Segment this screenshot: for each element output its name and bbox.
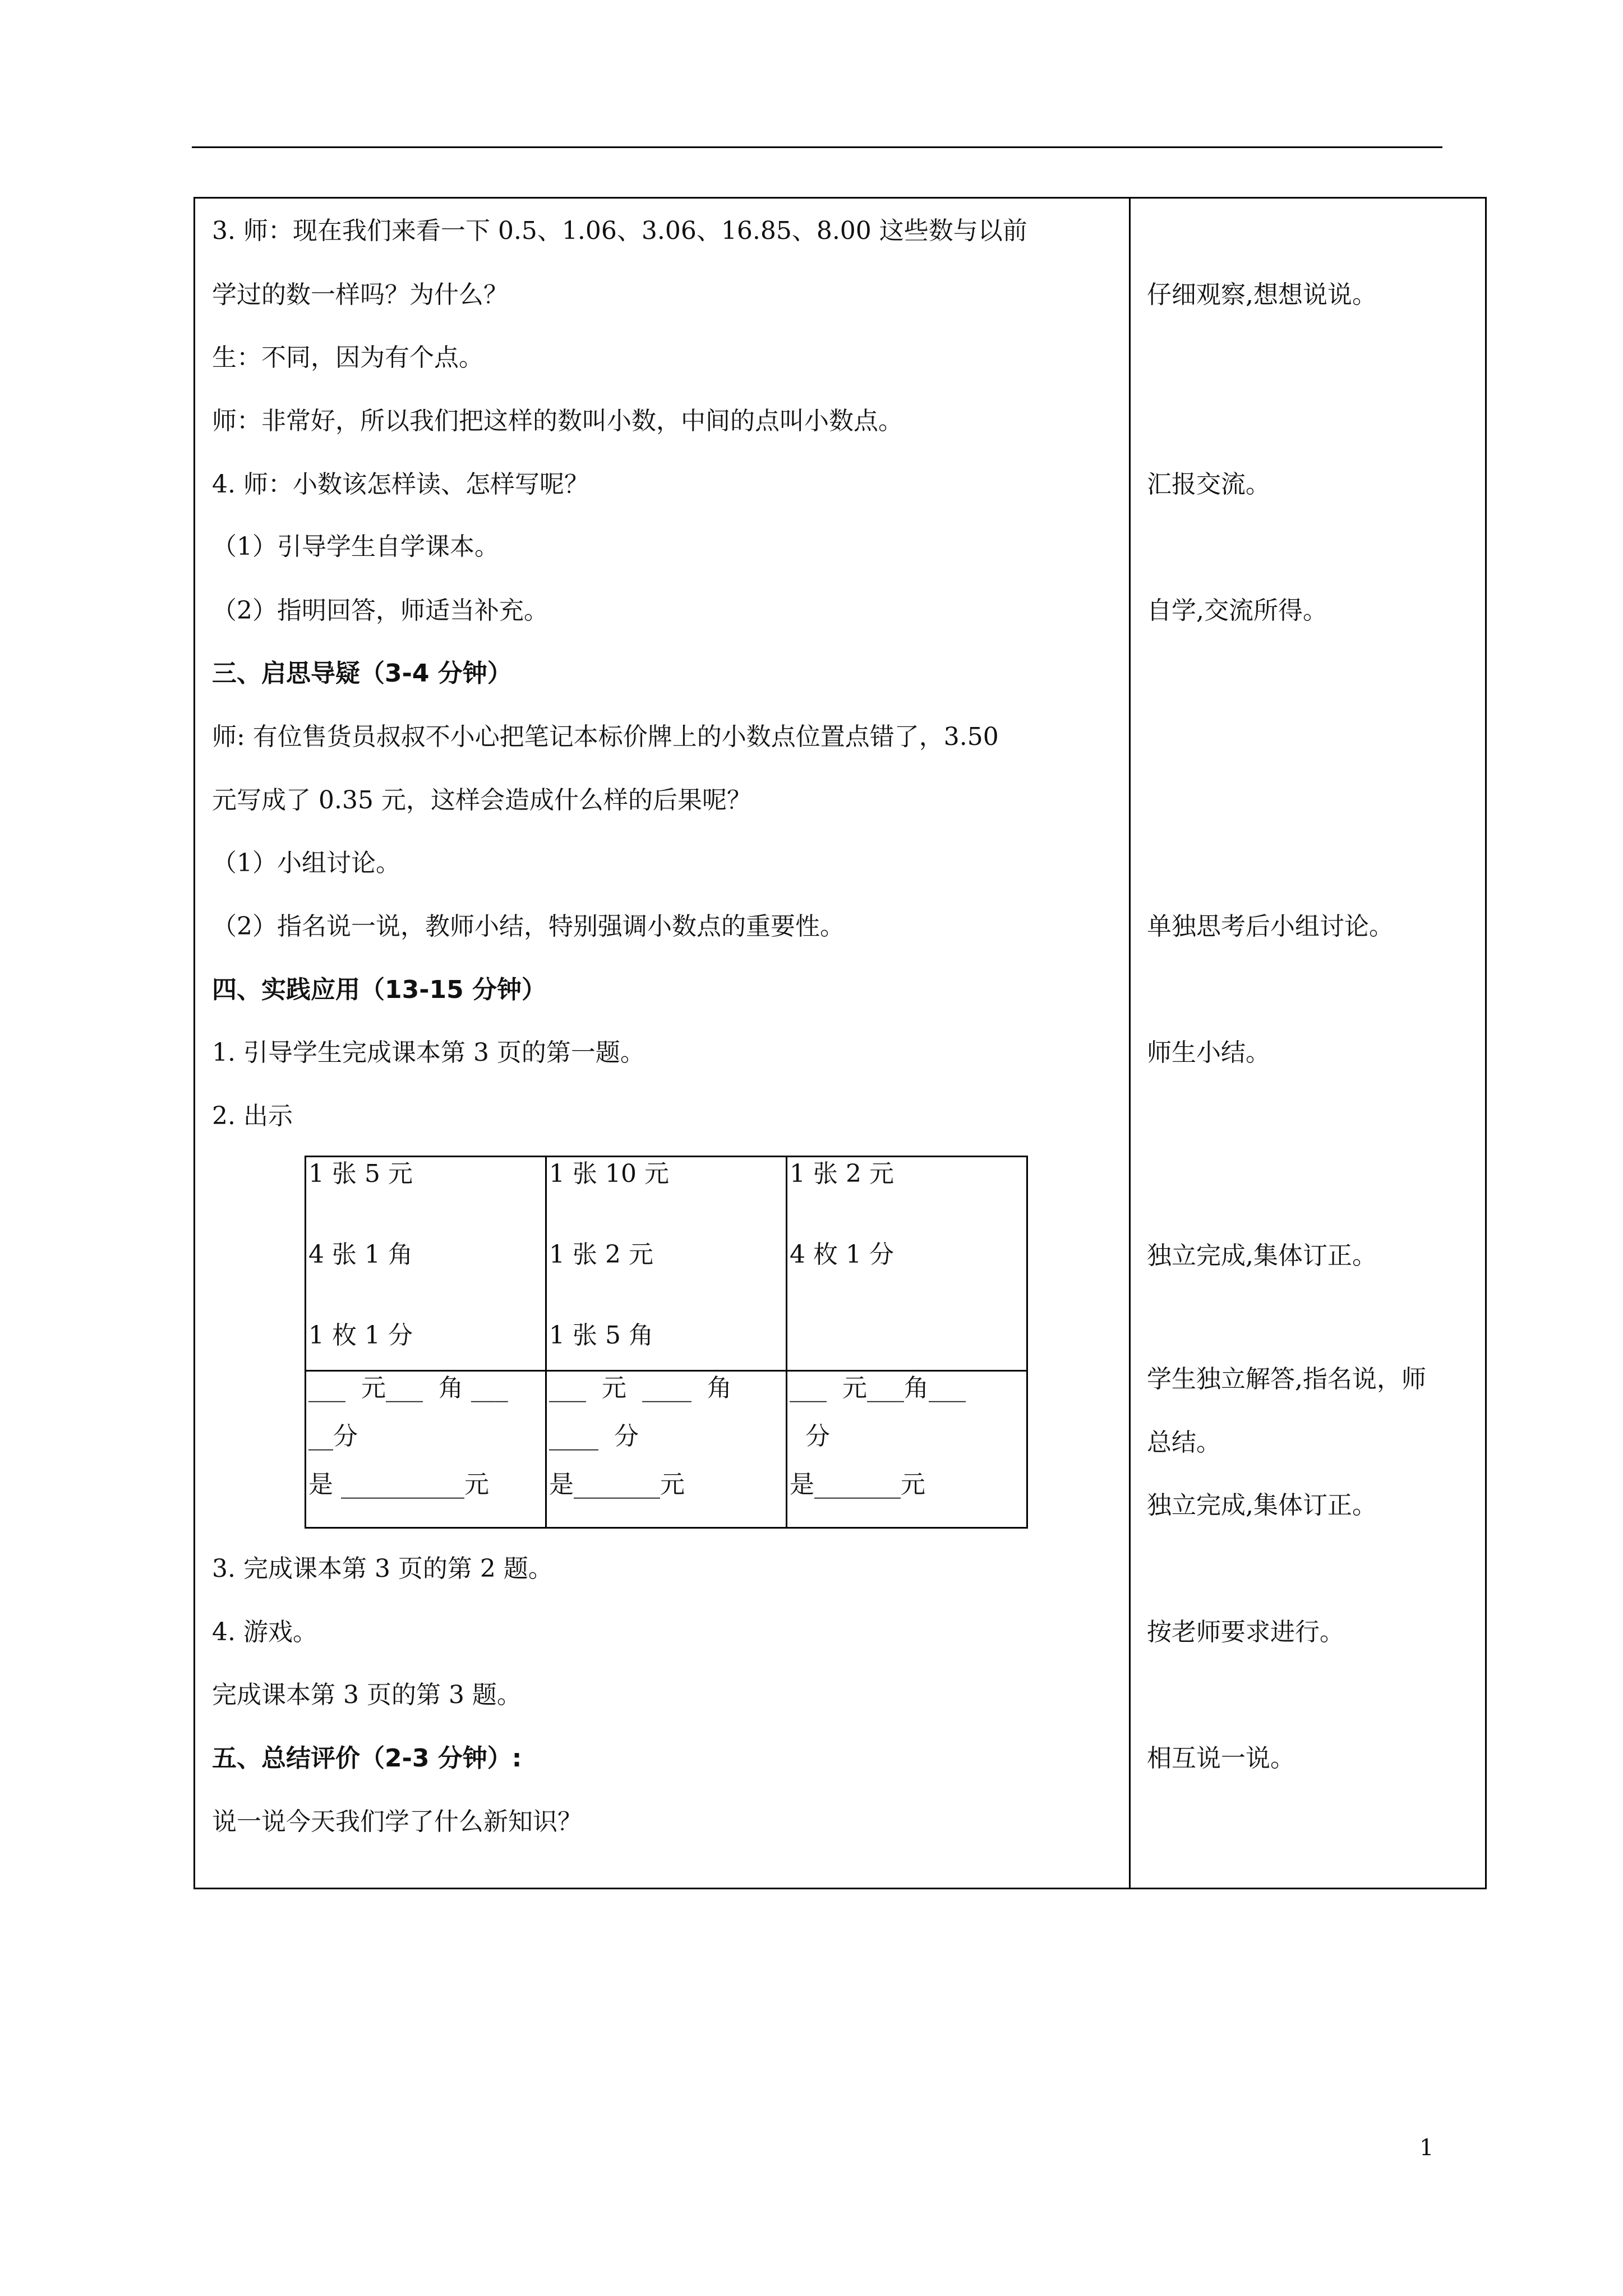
- left-line: 4. 游戏。: [212, 1618, 317, 1646]
- cell-text: 1 张 10 元: [549, 1159, 669, 1188]
- left-line: 元写成了 0.35 元，这样会造成什么样的后果呢？: [212, 786, 751, 815]
- section-heading: 三、启思导疑（3-4 分钟）: [212, 659, 512, 688]
- table-cell: [306, 1371, 546, 1528]
- right-note: 相互说一说。: [1147, 1744, 1295, 1773]
- table-cell: [787, 1157, 1027, 1371]
- fill-blank: ___ 元 ____ 角: [549, 1374, 732, 1403]
- cell-text: 1 张 5 元: [308, 1159, 413, 1188]
- table-cell: [546, 1371, 787, 1528]
- left-line: 1. 引导学生完成课本第 3 页的第一题。: [212, 1038, 645, 1067]
- answer-blank: 是_______元: [790, 1470, 925, 1499]
- left-line: （2）指明回答，师适当补充。: [212, 596, 548, 625]
- table-cell: [306, 1157, 546, 1371]
- left-line: 3. 师：现在我们来看一下 0.5、1.06、3.06、16.85、8.00 这些数与以前: [212, 217, 1027, 245]
- left-line: 师：非常好，所以我们把这样的数叫小数，中间的点叫小数点。: [212, 407, 903, 435]
- page-number: 1: [1419, 2135, 1434, 2161]
- fill-blank: 分: [790, 1422, 830, 1451]
- right-note: 总结。: [1147, 1428, 1221, 1457]
- table-cell: [787, 1371, 1027, 1528]
- answer-blank: 是_______元: [549, 1470, 685, 1499]
- left-line: 2. 出示: [212, 1102, 293, 1130]
- cell-text: 1 枚 1 分: [308, 1321, 413, 1350]
- section-heading: 四、实践应用（13-15 分钟）: [212, 976, 547, 1004]
- left-line: （2）指名说一说，教师小结，特别强调小数点的重要性。: [212, 912, 845, 941]
- left-line: 3. 完成课本第 3 页的第 2 题。: [212, 1554, 553, 1583]
- cell-text: 4 张 1 角: [308, 1240, 413, 1269]
- money-exercise-table: [305, 1156, 1028, 1529]
- fill-blank: ___ 元___角___: [790, 1374, 966, 1403]
- right-note: 单独思考后小组讨论。: [1147, 912, 1394, 941]
- cell-text: 1 张 5 角: [549, 1321, 653, 1350]
- left-line: 说一说今天我们学了什么新知识？: [212, 1807, 582, 1836]
- right-note: 学生独立解答,指名说，师: [1147, 1365, 1426, 1393]
- table-row: [306, 1371, 1027, 1528]
- right-note: 按老师要求进行。: [1147, 1618, 1344, 1646]
- right-note: 汇报交流。: [1147, 470, 1270, 499]
- cell-text: 1 张 2 元: [549, 1240, 653, 1269]
- cell-text: 1 张 2 元: [790, 1159, 894, 1188]
- answer-blank: 是 __________元: [308, 1470, 489, 1499]
- header-rule: [192, 146, 1442, 148]
- right-note: 独立完成,集体订正。: [1147, 1241, 1377, 1270]
- left-line: （1）引导学生自学课本。: [212, 532, 499, 561]
- left-line: 学过的数一样吗？为什么？: [212, 280, 508, 309]
- table-cell: [546, 1157, 787, 1371]
- left-line: 师: 有位售货员叔叔不小心把笔记本标价牌上的小数点位置点错了，3.50: [212, 723, 999, 751]
- lesson-plan-table: [193, 197, 1487, 1889]
- cell-text: 4 枚 1 分: [790, 1240, 894, 1269]
- fill-blank: __分: [308, 1422, 358, 1451]
- column-divider: [1129, 199, 1131, 1888]
- left-line: 4. 师：小数该怎样读、怎样写呢？: [212, 470, 589, 499]
- right-note: 自学,交流所得。: [1147, 596, 1327, 625]
- left-line: 生：不同，因为有个点。: [212, 343, 483, 372]
- section-heading: 五、总结评价（2-3 分钟）:: [212, 1744, 522, 1773]
- table-row: [306, 1157, 1027, 1371]
- right-note: 师生小结。: [1147, 1038, 1270, 1067]
- right-note: 仔细观察,想想说说。: [1147, 280, 1377, 309]
- fill-blank: ____ 分: [549, 1422, 639, 1451]
- right-note: 独立完成,集体订正。: [1147, 1491, 1377, 1520]
- fill-blank: ___ 元___ 角 ___: [308, 1374, 508, 1403]
- left-line: 完成课本第 3 页的第 3 题。: [212, 1681, 522, 1709]
- left-line: （1）小组讨论。: [212, 849, 400, 877]
